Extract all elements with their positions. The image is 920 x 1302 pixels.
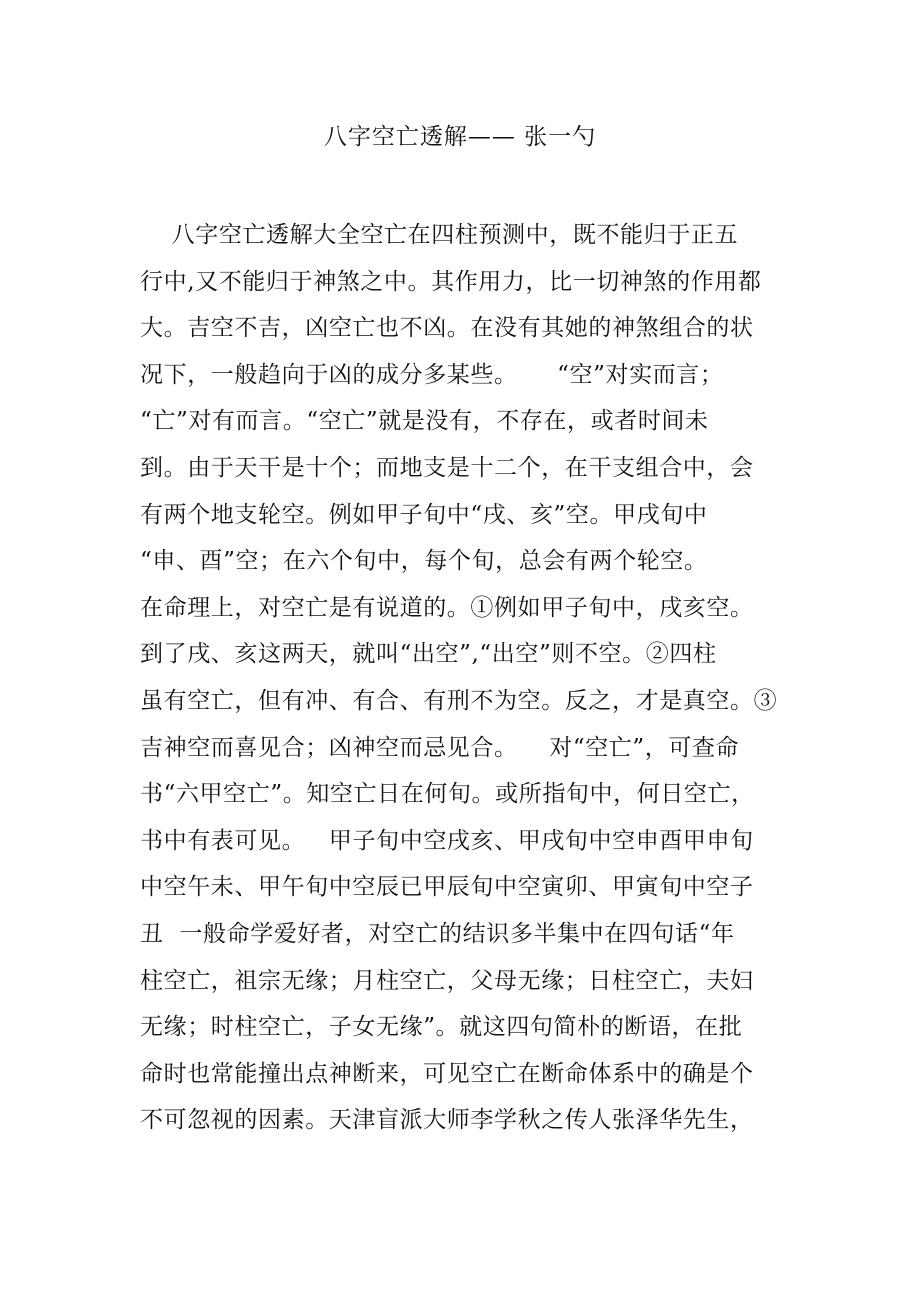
body-line: 虽有空亡，但有冲、有合、有刑不为空。反之，才是真空。③: [140, 687, 778, 714]
body-line: 不可忽视的因素。天津盲派大师李学秋之传人张泽华先生，: [140, 1107, 754, 1134]
body-line: 丑 一般命学爱好者，对空亡的结识多半集中在四句话“年: [140, 920, 735, 947]
body-line: 命时也常能撞出点神断来，可见空亡在断命体系中的确是个: [140, 1060, 754, 1087]
body-line: 行中,又不能归于神煞之中。其作用力，比一切神煞的作用都: [140, 268, 762, 295]
body-line: 无缘；时柱空亡，子女无缘”。就这四句简朴的断语，在批: [140, 1014, 743, 1041]
body-line: 到了戌、亥这两天，就叫“出空”,“出空”则不空。②四柱: [140, 641, 717, 668]
document-body: [140, 212, 780, 1144]
body-line: 在命理上，对空亡是有说道的。①例如甲子旬中，戌亥空。: [140, 594, 754, 621]
body-line: 到。由于天干是十个；而地支是十二个，在干支组合中，会: [140, 454, 754, 481]
body-line: “申、酉”空；在六个旬中，每个旬，总会有两个轮空。: [140, 548, 708, 575]
document-title: 八字空亡透解—— 张一勺: [323, 124, 597, 150]
body-line: 有两个地支轮空。例如甲子旬中“戌、亥”空。甲戌旬中: [140, 501, 708, 528]
body-line: “亡”对有而言。“空亡”就是没有，不存在，或者时间未: [140, 408, 709, 435]
body-line: 况下，一般趋向于凶的成分多某些。 “空”对实而言；: [140, 361, 724, 388]
body-line: 中空午未、甲午旬中空辰已甲辰旬中空寅卯、甲寅旬中空子: [140, 874, 754, 901]
body-line: 大。吉空不吉，凶空亡也不凶。在没有其她的神煞组合的状: [140, 315, 754, 342]
body-line: 柱空亡，祖宗无缘；月柱空亡，父母无缘；日柱空亡，夫妇: [140, 967, 754, 994]
body-line: 书中有表可见。 甲子旬中空戌亥、甲戌旬中空申酉甲申旬: [140, 827, 754, 854]
body-line: 吉神空而喜见合；凶神空而忌见合。 对“空亡”，可查命: [140, 734, 740, 761]
body-line: 八字空亡透解大全空亡在四柱预测中，既不能归于正五: [140, 222, 739, 248]
body-line: 书“六甲空亡”。知空亡日在何旬。或所指旬中，何日空亡，: [140, 781, 755, 808]
